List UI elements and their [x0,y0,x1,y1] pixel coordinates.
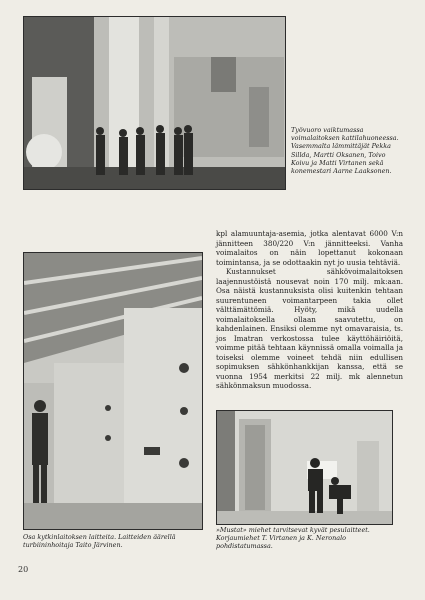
washroom-photo [216,410,393,525]
article-paragraph-1: kpl alamuuntaja-asemia, jotka alentavat 6000 V:n jännitteen 380/220 V:n jännitteeksi. Vanha voimalaitos on näin lopettanut kokonaan toimintansa, ja se odottaakin nyt jo uusia tehtäviä. [216,229,403,267]
washroom-caption: »Mustat» miehet tarvitsevat kyvät pesulaitteet. Korjaumiehet T. Virtanen ja K. Neronalo pohdistatumassa. [216,526,370,551]
article-paragraph-2: Kustannukset sähkövoimalaitoksen laajennustöistä nousevat noin 170 milj. mk:aan. Osa näistä kustannuksista olisi kuitenkin tehtaan suurentuneen voimantarpeen takia ollet välttämättömiä. Hyöty, mikä uudella voimalaitoksella ollaan saavutettu, on kahdenlainen. Ensiksi olemme nyt omavaraisia, ts. jos Imatran verkostossa tulee käyttöhäiriöitä, voimme pitää tehtaan käynnissä omalla voimalla ja toiseksi olemme voineet tehdä niin edullisen sopimuksen sähkönhankkijan kanssa, että se vuonna 1954 merkitsi 22 milj. mk alennetun sähkönmaksun muodossa. [216,267,403,390]
boiler-room-caption: Työvuoro vaiktumassa voimalaitoksen kattilahuoneessa. Vasemmalta lämmittäjät Pekka Sillda, Martti Oksanen, Toivo Koivu ja Matti Virtanen sekä konemestari Aarne Laaksonen. [291,126,399,176]
article-text [216,229,403,391]
boiler-room-photo [23,16,286,190]
switchgear-caption: Osa kytkinlaitoksen laitteita. Laitteiden äärellä turbiininhoitaja Taito Järvinen. [23,533,176,550]
switchgear-photo [23,252,203,530]
page-number: 20 [18,565,29,574]
